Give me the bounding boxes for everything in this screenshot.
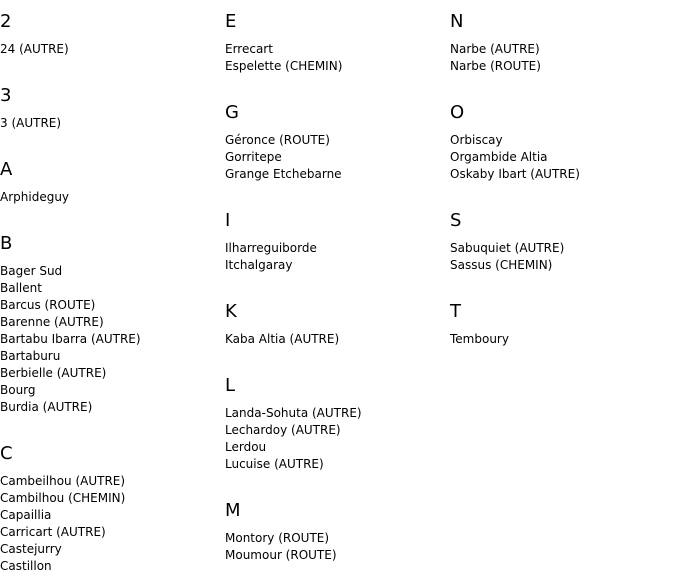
letter-heading: O [450,102,465,123]
place-link[interactable]: Orgambide Altia [450,150,548,164]
place-link[interactable]: Cambeilhou (AUTRE) [0,474,126,488]
place-link[interactable]: Errecart [225,42,273,56]
letter-group [0,85,225,132]
group-spacer [225,274,450,290]
letter-group [450,102,675,183]
letter-group [450,210,675,274]
place-link[interactable]: Bartabu Ibarra (AUTRE) [0,332,141,346]
letter-group [225,375,450,473]
letter-group [225,500,450,564]
place-link[interactable]: Barcus (ROUTE) [0,298,96,312]
group-spacer [225,183,450,199]
letter-group [0,443,225,575]
letter-heading: E [225,11,237,32]
letter-heading: I [225,210,231,231]
letter-heading: M [225,500,241,521]
letter-heading: S [450,210,462,231]
group-spacer [450,274,675,290]
letter-group [225,102,450,183]
place-link[interactable]: 3 (AUTRE) [0,116,62,130]
letter-group [450,11,675,75]
letter-group [0,233,225,416]
place-link[interactable]: Sabuquiet (AUTRE) [450,241,565,255]
letter-heading: 3 [0,85,12,106]
place-link[interactable]: Grange Etchebarne [225,167,342,181]
place-link[interactable]: Montory (ROUTE) [225,531,330,545]
letter-group [0,159,225,206]
place-link[interactable]: Temboury [450,332,509,346]
index-column [450,0,675,348]
place-link[interactable]: Géronce (ROUTE) [225,133,330,147]
group-spacer [225,473,450,489]
place-link[interactable]: Narbe (ROUTE) [450,59,541,73]
place-link[interactable]: Cambilhou (CHEMIN) [0,491,126,505]
place-link[interactable]: Capaillia [0,508,52,522]
place-link[interactable]: Kaba Altia (AUTRE) [225,332,340,346]
letter-heading: C [0,443,13,464]
place-link[interactable]: Barenne (AUTRE) [0,315,104,329]
place-link[interactable]: Espelette (CHEMIN) [225,59,343,73]
index-column [225,0,450,564]
letter-heading: N [450,11,464,32]
letter-heading: T [450,301,461,322]
group-spacer [450,183,675,199]
group-spacer [225,75,450,91]
place-link[interactable]: Carricart (AUTRE) [0,525,106,539]
place-link[interactable]: Bartaburu [0,349,61,363]
place-link[interactable]: Ballent [0,281,42,295]
place-link[interactable]: Itchalgaray [225,258,293,272]
place-link[interactable]: Bourg [0,383,36,397]
place-link[interactable]: Narbe (AUTRE) [450,42,540,56]
place-link[interactable]: Castejurry [0,542,62,556]
place-link[interactable]: Arphideguy [0,190,70,204]
index-column [0,0,225,575]
place-link[interactable]: 24 (AUTRE) [0,42,69,56]
place-link[interactable]: Oskaby Ibart (AUTRE) [450,167,580,181]
place-link[interactable]: Moumour (ROUTE) [225,548,337,562]
place-link[interactable]: Lerdou [225,440,267,454]
place-link[interactable]: Castillon [0,559,52,573]
place-link[interactable]: Bager Sud [0,264,63,278]
letter-group [225,11,450,75]
group-spacer [450,75,675,91]
letter-group [225,210,450,274]
group-spacer [0,206,225,222]
group-spacer [0,416,225,432]
place-link[interactable]: Orbiscay [450,133,503,147]
letter-heading: L [225,375,236,396]
letter-heading: K [225,301,237,322]
place-link[interactable]: Burdia (AUTRE) [0,400,93,414]
letter-heading: B [0,233,13,254]
place-link[interactable]: Ilharreguiborde [225,241,317,255]
group-spacer [0,132,225,148]
group-spacer [225,348,450,364]
place-link[interactable]: Landa-Sohuta (AUTRE) [225,406,362,420]
letter-group [450,301,675,348]
place-link[interactable]: Sassus (CHEMIN) [450,258,553,272]
letter-group [225,301,450,348]
place-link[interactable]: Lucuise (AUTRE) [225,457,324,471]
place-link[interactable]: Gorritepe [225,150,282,164]
place-link[interactable]: Berbielle (AUTRE) [0,366,107,380]
letter-heading: G [225,102,239,123]
group-spacer [0,58,225,74]
letter-heading: 2 [0,11,12,32]
letter-group [0,11,225,58]
place-link[interactable]: Lechardoy (AUTRE) [225,423,341,437]
letter-heading: A [0,159,13,180]
